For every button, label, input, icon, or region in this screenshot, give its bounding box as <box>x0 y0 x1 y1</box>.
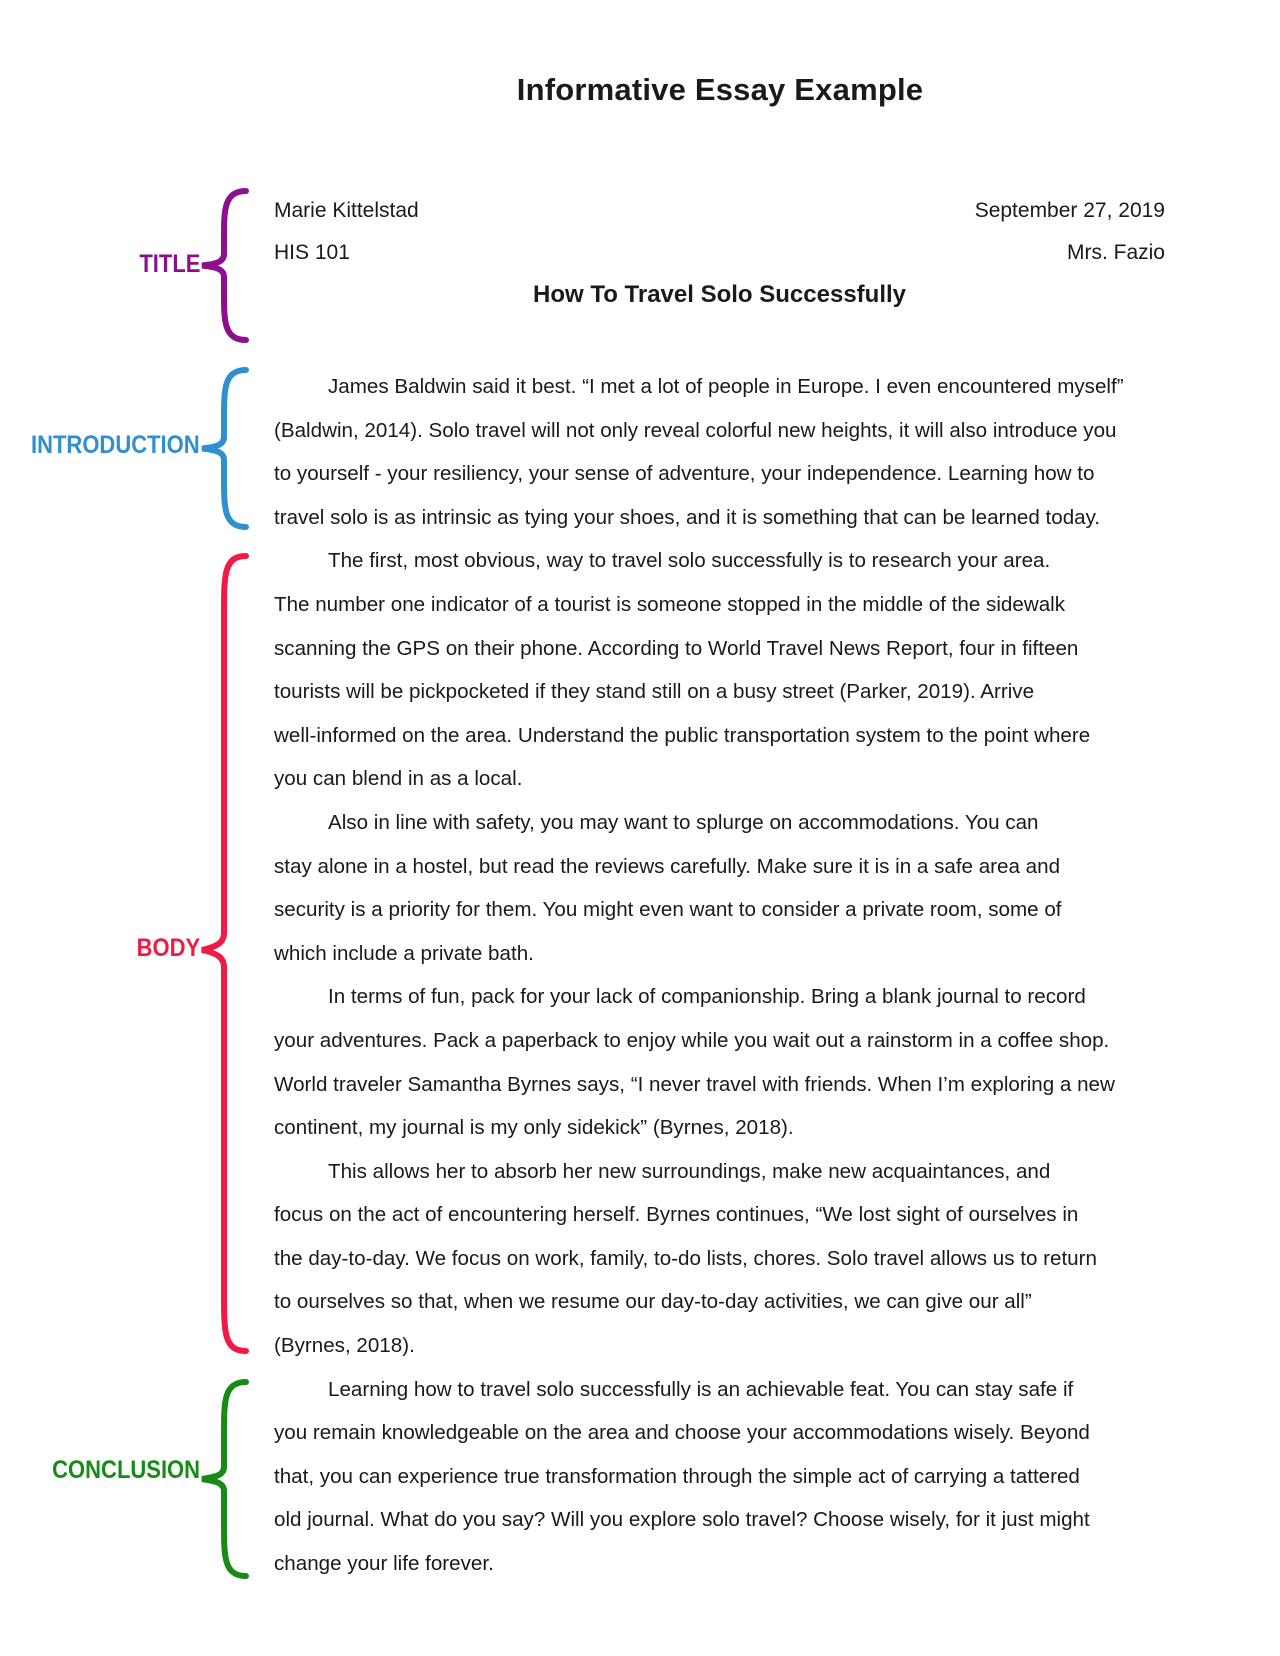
essay-date: September 27, 2019 <box>974 199 1165 222</box>
text-line: well-informed on the area. Understand the public transportation system to the point where <box>274 723 1091 747</box>
essay-title: How To Travel Solo Successfully <box>533 281 906 308</box>
text-line: change your life forever. <box>274 1552 494 1576</box>
text-line: the day-to-day. We focus on work, family, to-do lists, chores. Solo travel allows us to return <box>274 1246 1097 1270</box>
essay-body <box>274 365 1174 1586</box>
text-line: Learning how to travel solo successfully is an achievable feat. You can stay safe if <box>328 1377 1074 1401</box>
text-line: to yourself - your resiliency, your sense of adventure, your independence. Learning how to <box>274 462 1095 486</box>
text-line: Also in line with safety, you may want to splurge on accommodations. You can <box>328 810 1039 834</box>
paragraph-body-3 <box>274 975 1174 1149</box>
text-line: security is a priority for them. You might even want to consider a private room, some of <box>274 898 1062 922</box>
text-line: to ourselves so that, when we resume our day-to-day activities, we can give our all” <box>274 1290 1032 1314</box>
text-line: travel solo is as intrinsic as tying your shoes, and it is something that can be learned today. <box>274 505 1101 529</box>
label-body: BODY <box>136 934 200 962</box>
text-line: In terms of fun, pack for your lack of companionship. Bring a blank journal to record <box>328 985 1086 1009</box>
text-line: focus on the act of encountering herself. Byrnes continues, “We lost sight of ourselves in <box>274 1203 1079 1227</box>
text-line: tourists will be pickpocketed if they stand still on a busy street (Parker, 2019). Arrive <box>274 680 1035 704</box>
text-line: (Byrnes, 2018). <box>274 1334 415 1358</box>
text-line: that, you can experience true transformation through the simple act of carrying a tattered <box>274 1464 1080 1488</box>
paragraph-introduction <box>274 365 1174 539</box>
text-line: continent, my journal is my only sidekick” (Byrnes, 2018). <box>274 1116 794 1140</box>
text-line: James Baldwin said it best. “I met a lot of people in Europe. I even encountered myself” <box>328 375 1124 398</box>
paragraph-body-4 <box>274 1150 1174 1368</box>
paragraph-body-2 <box>274 801 1174 975</box>
paragraph-body-1 <box>274 539 1174 801</box>
label-conclusion: CONCLUSION <box>52 1456 200 1484</box>
course-code: HIS 101 <box>274 241 350 264</box>
text-line: old journal. What do you say? Will you explore solo travel? Choose wisely, for it just might <box>274 1508 1090 1532</box>
brace-introduction-icon <box>200 367 252 530</box>
text-line: The number one indicator of a tourist is someone stopped in the middle of the sidewalk <box>274 592 1066 616</box>
label-title: TITLE <box>138 250 200 278</box>
author-name: Marie Kittelstad <box>274 199 419 222</box>
label-introduction: INTRODUCTION <box>31 431 200 459</box>
brace-conclusion-icon <box>200 1379 252 1579</box>
text-line: your adventures. Pack a paperback to enjoy while you wait out a rainstorm in a coffee shop. <box>274 1028 1110 1052</box>
brace-title-icon <box>200 188 252 343</box>
instructor-name: Mrs. Fazio <box>1066 241 1165 264</box>
text-line: scanning the GPS on their phone. According to World Travel News Report, four in fifteen <box>274 636 1079 660</box>
text-line: World traveler Samantha Byrnes says, “I never travel with friends. When I’m exploring a new <box>274 1072 1115 1096</box>
text-line: The first, most obvious, way to travel solo successfully is to research your area. <box>328 549 1051 573</box>
text-line: This allows her to absorb her new surroundings, make new acquaintances, and <box>328 1159 1051 1183</box>
text-line: which include a private bath. <box>274 941 534 965</box>
text-line: stay alone in a hostel, but read the reviews carefully. Make sure it is in a safe area and <box>274 854 1061 878</box>
paragraph-conclusion <box>274 1368 1174 1586</box>
text-line: you can blend in as a local. <box>274 767 523 791</box>
text-line: you remain knowledgeable on the area and choose your accommodations wisely. Beyond <box>274 1421 1090 1445</box>
brace-body-icon <box>200 553 252 1354</box>
text-line: (Baldwin, 2014). Solo travel will not only reveal colorful new heights, it will also introduce you <box>274 418 1117 442</box>
main-title: Informative Essay Example <box>516 72 924 107</box>
